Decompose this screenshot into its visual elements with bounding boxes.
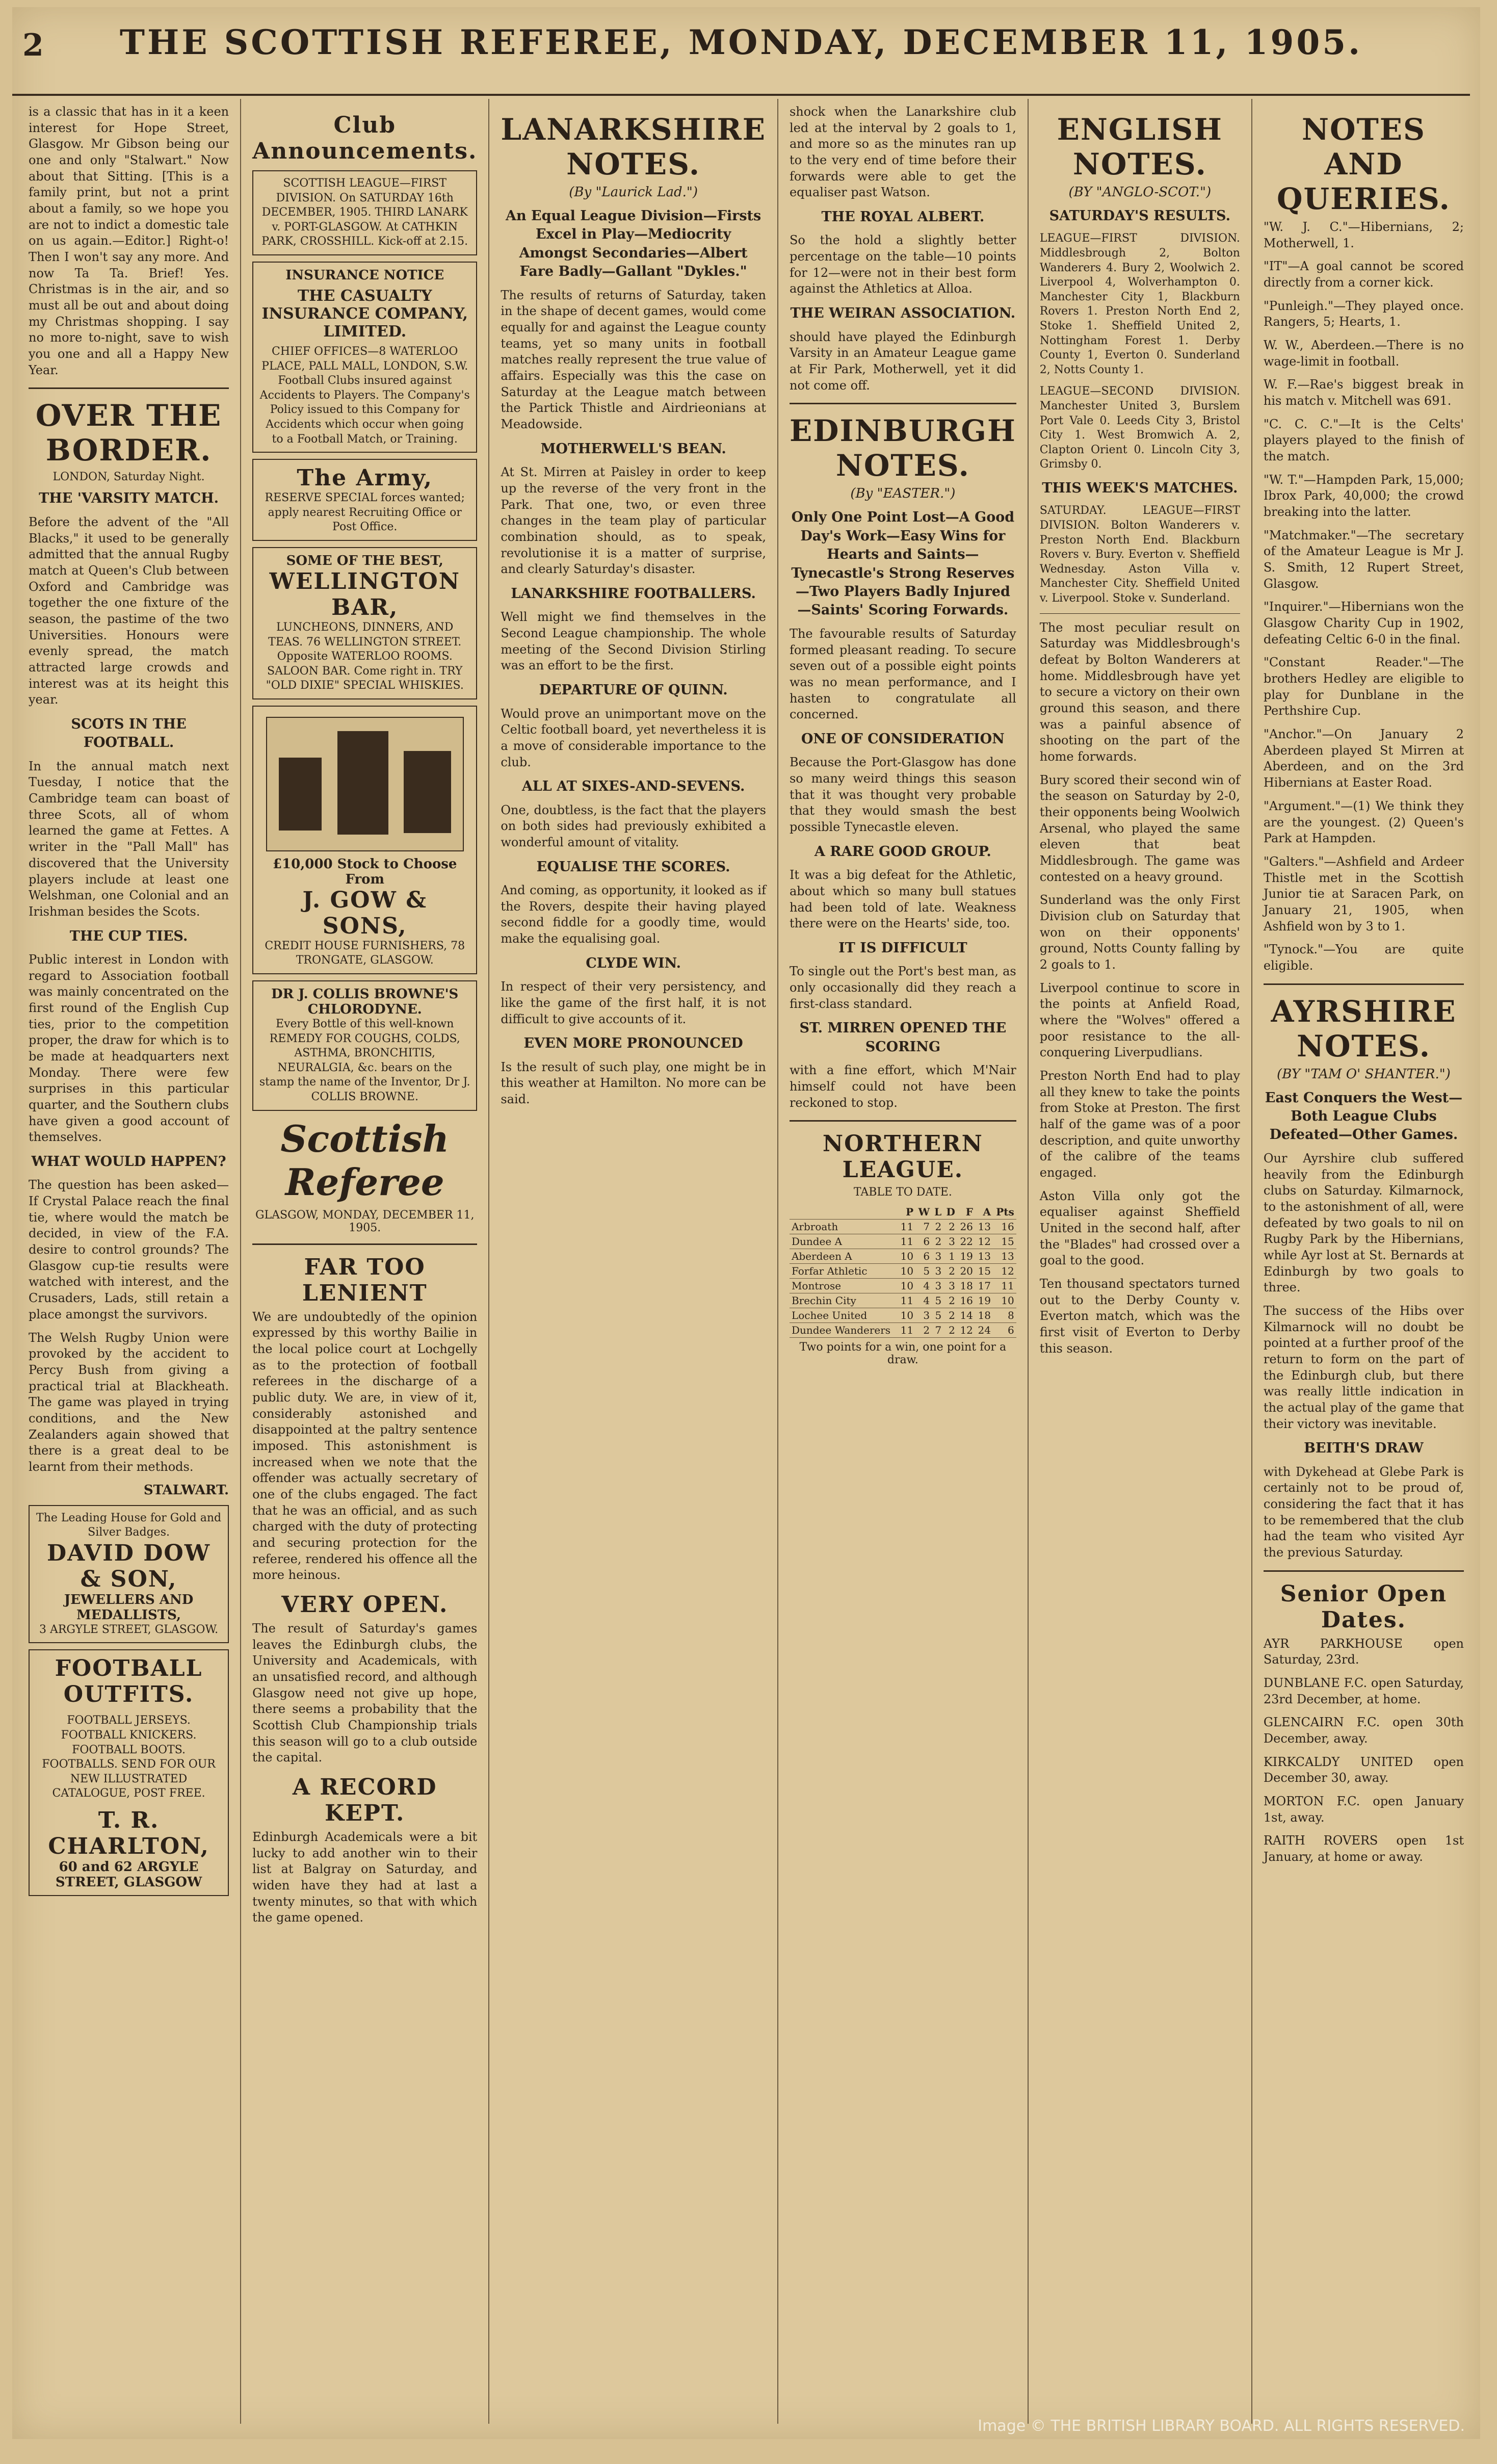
league-table (790, 1205, 1016, 1338)
ayrshire-heading: AYRSHIRE NOTES. (1271, 994, 1457, 1064)
table-header: F (957, 1205, 975, 1220)
ad-firm-name: DAVID DOW & SON, (46, 1540, 211, 1592)
intro-text: is a classic that has in it a keen interest for Hope Street, Glasgow. Mr Gibson being our one and only "Stalwart." Now about that Sitting. [This is a family print, but not a print about a family, so we hope you are not to indict a domestic tale on us again.—Editor.] Right-o! Then I won't say any more. And now Ta Ta. Brief! Yes. Christmas is in the air, and so must all be out and about doing my Christmas shopping. I say no more to-night, save to wish you one and all a Happy New Year. (29, 105, 229, 377)
column-3: LANARKSHIRE NOTES. (By "Laurick Lad.") An Equal League Division—Firsts Excel in Play—Mediocrity Amongst Secondaries—Albert Fare Badly—Gallant "Dykles." The results of returns of Saturday, taken in the shape of decent games, would come equally for and against the League county teams, yet so many units in football matches really represent the true value of affairs. Especially was this the case on Saturday at the League match between the Partick Thistle and Airdrieonians at Meadowside. MOTHERWELL'S BEAN. At St. Mirren at Paisley in order to keep up the reverse of the very front in the Park. That one, two, or even three changes in the team play of particular combination should, as to speak, revolutionise it is a matter of surprise, and clearly Saturday's disaster. LANARKSHIRE FOOTBALLERS. Well might we find themselves in the Second League championship. The whole meeting of the Second Division Stirling was an effort to be the first. DEPARTURE OF QUINN. Would prove an unimportant move on the Celtic football board, yet nevertheless it is a move of considerable importance to the club. ALL AT SIXES-AND-SEVENS. One, doubtless, is the fact that the players on both sides had previously exhibited a wonderful amount of vitality. EQUALISE THE SCORES. And coming, as opportunity, it looked as if the Rovers, despite their having played second fiddle for a goodly time, would make the equalising goal. CLYDE WIN. In respect of their very persistency, and like the game of the first half, it is not difficult to give accounts of it. EVEN MORE PRONOUNCED Is the result of such play, one might be in this weather at Hamilton. No more can be said. (489, 99, 778, 2424)
table-row: Arbroath 11 7 2 2 26 13 16 (790, 1220, 1016, 1234)
record-kept-text: Edinburgh Academicals were a bit lucky to add another win to their list at Balgray on Saturday, and widen have they had at last a twenty minutes, so that with which the game opened. (252, 1830, 478, 1925)
lanarkshire-heading: LANARKSHIRE NOTES. (501, 112, 766, 181)
signature: STALWART. (143, 1482, 229, 1498)
query-item: "Tynock."—You are quite eligible. (1263, 942, 1464, 973)
notes-queries-heading: NOTES AND QUERIES. (1277, 112, 1451, 216)
table-header: L (932, 1205, 943, 1220)
query-item: "W. J. C."—Hibernians, 2; Motherwell, 1. (1263, 220, 1464, 250)
open-date-item: AYR PARKHOUSE open Saturday, 23rd. (1263, 1636, 1464, 1667)
query-item: W. F.—Rae's biggest break in his match v. Mitchell was 691. (1263, 377, 1464, 408)
northern-league-heading: NORTHERN LEAGUE. (822, 1131, 983, 1183)
editorial-text: We are undoubtedly of the opinion expressed by this worthy Bailie in the local police court at Lochgelly as to the protection of football referees in the discharge of a public duty. We are, in view of it, considerably astonished and disappointed at the paltry sentence imposed. This astonishment is increased when we note that the offender was actually secretary of one of the clubs engaged. The fact that he was an official, and as such charged with the duty of protecting and securing protection for the referee, rendered his offence all the more heinous. (252, 1309, 478, 1583)
ad-wellington-bar: SOME OF THE BEST, WELLINGTON BAR, LUNCHEONS, DINNERS, AND TEAS. 76 WELLINGTON STREET. Opposite WATERLOO ROOMS. SALOON BAR. Come right in. TRY "OLD DIXIE" SPECIAL WHISKIES. (252, 547, 477, 699)
column-4: shock when the Lanarkshire club led at the interval by 2 goals to 1, and more so as the minutes ran up to the very end of time before their forwards were able to get the equaliser past Watson. THE ROYAL ALBERT. So the hold a slightly better percentage on the table—10 points for 12—were not in their best form against the Athletics at Alloa. THE WEIRAN ASSOCIATION. should have played the Edinburgh Varsity in an Amateur League game at Fir Park, Motherwell, yet it did not come off. EDINBURGH NOTES. (By "EASTER.") Only One Point Lost—A Good Day's Work—Easy Wins for Hearts and Saints—Tynecastle's Strong Reserves—Two Players Badly Injured—Saints' Scoring Forwards. The favourable results of Saturday formed pleasant reading. To secure seven out of a possible eight points was no mean performance, and I hasten to congratulate all concerned. ONE OF CONSIDERATION Because the Port-Glasgow has done so many weird things this season that it was thought very probable that they would smash the best possible Tynecastle eleven. A RARE GOOD GROUP. It was a big defeat for the Athletic, about which so many bull statues had been told of late. Weakness there were on the Hearts' side, too. IT IS DIFFICULT To single out the Port's best man, as only occasionally did they reach a first-class standard. ST. MIRREN OPENED THE SCORING with a fine effort, which M'Nair himself could not have been reckoned to stop. NORTHERN LEAGUE. TABLE TO DATE. P W L D F A Pts Arbroath 11 7 2 2 26 13 16 Dundee A 11 6 2 3 22 12 15 Aberdeen A 10 6 3 1 19 13 13 Forfar Athletic 10 5 3 2 20 15 12 Montrose 10 4 3 3 18 17 11 Brechin City 11 4 5 2 16 19 10 Lochee United 10 3 5 2 14 18 8 Dundee Wanderers 11 2 7 2 12 24 6 Two points for a win, one point for a draw. (778, 99, 1029, 2424)
very-open-heading: VERY OPEN. (281, 1592, 449, 1618)
query-item: W. W., Aberdeen.—There is no wage-limit in football. (1263, 338, 1464, 369)
table-row: Dundee Wanderers 11 2 7 2 12 24 6 (790, 1323, 1016, 1338)
table-row: Montrose 10 4 3 3 18 17 11 (790, 1279, 1016, 1293)
ad-club-match: SCOTTISH LEAGUE—FIRST DIVISION. On SATURDAY 16th DECEMBER, 1905. THIRD LANARK v. PORT-GLASGOW. At CATHKIN PARK, CROSSHILL. Kick-off at 2.15. (252, 170, 477, 255)
masthead (12, 7, 1470, 96)
byline: (By "Laurick Lad.") (569, 185, 698, 200)
table-header: D (943, 1205, 957, 1220)
over-the-border-heading: OVER THE BORDER. (35, 398, 222, 468)
open-date-item: KIRKCALDY UNITED open December 30, away. (1263, 1754, 1464, 1785)
query-item: "Constant Reader."—The brothers Hedley are eligible to play for Dunblane in the Perthshire Cup. (1263, 655, 1464, 718)
query-item: "W. T."—Hampden Park, 15,000; Ibrox Park, 40,000; the crowd breaking into the latter. (1263, 472, 1464, 520)
cup-ties-text: Public interest in London with regard to Association football was mainly concentrated on the first round of the English Cup ties, prior to the competition proper, the draw for which is to be made at headquarters next Monday. There were few surprises in this particular quarter, and the Southern clubs have given a good account of themselves. (29, 952, 229, 1145)
welsh-rugby-text: The Welsh Rugby Union were provoked by the accident to Percy Bush from giving a practical trial at Blackheath. The game was played in trying conditions, and the New Zealanders again showed that there is a great deal to be learnt from their methods. (29, 1330, 229, 1474)
column-6: NOTES AND QUERIES. "W. J. C."—Hibernians, 2; Motherwell, 1. "IT"—A goal cannot be scored directly from a corner kick. "Punleigh."—They played once. Rangers, 5; Hearts, 1. W. W., Aberdeen.—There is no wage-limit in football. W. F.—Rae's biggest break in his match v. Mitchell was 691. "C. C. C."—It is the Celts' players played to the finish of the match. "W. T."—Hampden Park, 15,000; Ibrox Park, 40,000; the crowd breaking into the latter. "Matchmaker."—The secretary of the Amateur League is Mr J. S. Smith, 12 Rupert Street, Glasgow. "Inquirer."—Hibernians won the Glasgow Charity Cup in 1902, defeating Celtic 6-0 in the final. "Constant Reader."—The brothers Hedley are eligible to play for Dunblane in the Perthshire Cup. "Anchor."—On January 2 Aberdeen played St Mirren at Aberdeen, and on the 3rd Hibernians at Easter Road. "Argument."—(1) We think they are the youngest. (2) Queen's Park at Hampden. "Galters."—Ashfield and Ardeer Thistle met in the Scottish Junior tie at Saracen Park, on January 21, 1905, when Ashfield won by 3 to 1. "Tynock."—You are quite eligible. AYRSHIRE NOTES. (BY "TAM O' SHANTER.") East Conquers the West—Both League Clubs Defeated—Other Games. Our Ayrshire club suffered heavily from the Edinburgh clubs on Saturday. Kilmarnock, to the astonishment of all, were defeated by two goals to nil on Rugby Park by the Hibernians, while Ayr lost at St. Bernards at Edinburgh by two goals to three. The success of the Hibs over Kilmarnock will no doubt be pointed at a further proof of the return to form on the part of the Edinburgh club, but there was really little indication in the actual play of the game that their victory was inevitable. BEITH'S DRAW with Dykehead at Glebe Park is certainly not to be proud of, considering the fact that it has to be remembered that the club had the team who visited Ayr the previous Saturday. Senior Open Dates. AYR PARKHOUSE open Saturday, 23rd. DUNBLANE F.C. open Saturday, 23rd December, at home. GLENCAIRN F.C. open 30th December, away. KIRKCALDY UNITED open December 30, away. MORTON F.C. open January 1st, away. RAITH ROVERS open 1st January, at home or away. (1252, 99, 1475, 2424)
newspaper-page (12, 7, 1480, 2439)
newspaper-title: THE SCOTTISH REFEREE, MONDAY, DECEMBER 11, 1905. (119, 22, 1363, 62)
scots-text: In the annual match next Tuesday, I notice that the Cambridge team can boast of three Scots, all of whom learned the game at Fettes. A writer in the "Pall Mall" has discovered that the University players include at least one Welshman, one Colonial and an Irishman besides the Scots. (29, 759, 229, 919)
query-item: "IT"—A goal cannot be scored directly from a corner kick. (1263, 259, 1464, 290)
columns (17, 99, 1475, 2424)
record-kept-heading: A RECORD KEPT. (292, 1774, 437, 1827)
very-open-text: The result of Saturday's games leaves the Edinburgh clubs, the University and Academicals, with an unsatisfied record, and although Glasgow need not give up hope, there seems a probability that the Scottish Club Championship trials this season will go to a club outside the capital. (252, 1621, 478, 1765)
furniture-illustration (266, 717, 464, 851)
varsity-text: Before the advent of the "All Blacks," it used to be generally admitted that the annual Rugby match at Queen's Club between Oxford and Cambridge was together the one fixture of the season, the pastime of the two Universities. Honours were evenly spread, the match attracted large crowds and interest was at its height this year. (29, 514, 229, 707)
open-date-item: GLENCAIRN F.C. open 30th December, away. (1263, 1715, 1464, 1746)
query-item: "Punleigh."—They played once. Rangers, 5; Hearts, 1. (1263, 298, 1464, 329)
ad-insurance: INSURANCE NOTICE THE CASUALTY INSURANCE COMPANY, LIMITED. CHIEF OFFICES—8 WATERLOO PLACE, PALL MALL, LONDON, S.W. Football Clubs insured against Accidents to Players. The Company's Policy issued to this Company for Accidents which occur when going to a Football Match, or Training. (252, 262, 477, 453)
ad-chlorodyne: DR J. COLLIS BROWNE'S CHLORODYNE. Every Bottle of this well-known REMEDY FOR COUGHS, COLDS, ASTHMA, BRONCHITIS, NEURALGIA, &c. bears on the stamp the name of the Inventor, Dr J. COLLIS BROWNE. (252, 980, 477, 1111)
subhead-cup-ties: THE CUP TIES. (69, 928, 188, 944)
ad-army: The Army, RESERVE SPECIAL forces wanted; apply nearest Recruiting Office or Post Office. (252, 459, 477, 541)
ad-football-outfits: FOOTBALL OUTFITS. FOOTBALL JERSEYS. FOOTBALL KNICKERS. FOOTBALL BOOTS. FOOTBALLS. SEND FOR OUR NEW ILLUSTRATED CATALOGUE, POST FREE. T. R. CHARLTON, 60 and 62 ARGYLE STREET, GLASGOW (29, 1649, 229, 1896)
table-header: P (898, 1205, 915, 1220)
query-item: "Inquirer."—Hibernians won the Glasgow Charity Cup in 1902, defeating Celtic 6-0 in the final. (1263, 600, 1464, 646)
ad-title: FOOTBALL OUTFITS. (55, 1655, 203, 1708)
column-2 (241, 99, 489, 2424)
table-row: Dundee A 11 6 2 3 22 12 15 (790, 1234, 1016, 1249)
query-item: "Matchmaker."—The secretary of the Amateur League is Mr J. S. Smith, 12 Rupert Street, Glasgow. (1263, 528, 1464, 591)
dateline: LONDON, Saturday Night. (52, 471, 205, 484)
subhead-what-would-happen: WHAT WOULD HAPPEN? (31, 1154, 226, 1170)
edinburgh-heading: EDINBURGH NOTES. (789, 413, 1016, 483)
far-too-lenient-heading: FAR TOO LENIENT (302, 1254, 428, 1306)
query-item: "C. C. C."—It is the Celts' players played to the finish of the match. (1263, 417, 1464, 464)
table-header: A (975, 1205, 993, 1220)
column-1 (17, 99, 241, 2424)
query-item: "Anchor."—On January 2 Aberdeen played St Mirren at Aberdeen, and on the 3rd Hibernians at Easter Road. (1263, 727, 1464, 790)
queries-list (1264, 219, 1464, 974)
subhead-varsity: THE 'VARSITY MATCH. (39, 490, 219, 507)
query-item: "Argument."—(1) We think they are the youngest. (2) Queen's Park at Hampden. (1263, 798, 1464, 846)
paper-dateline: GLASGOW, MONDAY, DECEMBER 11, 1905. (255, 1208, 475, 1234)
table-header (790, 1205, 898, 1220)
table-header: Pts (993, 1205, 1016, 1220)
table-row: Aberdeen A 10 6 3 1 19 13 13 (790, 1249, 1016, 1264)
ad-firm-name: T. R. CHARLTON, (48, 1807, 209, 1859)
open-date-item: MORTON F.C. open January 1st, away. (1263, 1794, 1464, 1825)
ad-david-dow: The Leading House for Gold and Silver Badges. DAVID DOW & SON, JEWELLERS AND MEDALLISTS, 3 ARGYLE STREET, GLASGOW. (29, 1505, 229, 1644)
table-row: Forfar Athletic 10 5 3 2 20 15 12 (790, 1264, 1016, 1279)
table-row: Brechin City 11 4 5 2 16 19 10 (790, 1293, 1016, 1308)
open-date-item: RAITH ROVERS open 1st January, at home or away. (1263, 1833, 1464, 1864)
senior-open-dates-heading: Senior Open Dates. (1280, 1580, 1448, 1633)
subhead-scots: SCOTS IN THE FOOTBALL. (71, 716, 187, 751)
page-number: 2 (22, 28, 44, 63)
scottish-referee-logo: Scottish Referee (280, 1117, 450, 1204)
column-5: ENGLISH NOTES. (BY "ANGLO-SCOT.") SATURDAY'S RESULTS. LEAGUE—FIRST DIVISION. Middlesbrough 2, Bolton Wanderers 4. Bury 2, Woolwich 2. Liverpool 4, Wolverhampton 0. Manchester City 1, Blackburn Rovers 1. Preston North End 2, Stoke 1. Sheffield United 2, Nottingham Forest 1. Derby County 1, Everton 0. Sunderland 2, Notts County 1. LEAGUE—SECOND DIVISION. Manchester United 3, Burslem Port Vale 0. Leeds City 3, Bristol City 1. West Bromwich A. 2, Clapton Orient 0. Lincoln City 3, Grimsby 0. THIS WEEK'S MATCHES. SATURDAY. LEAGUE—FIRST DIVISION. Bolton Wanderers v. Preston North End. Blackburn Rovers v. Bury. Everton v. Sheffield Wednesday. Aston Villa v. Manchester City. Sheffield United v. Liverpool. Stoke v. Sunderland. The most peculiar result on Saturday was Middlesbrough's defeat by Bolton Wanderers at home. Middlesbrough have yet to secure a victory on their own ground this season, and there was a painful absence of shooting on the part of the home forwards. Bury scored their second win of the season on Saturday by 2-0, their opponents being Woolwich Arsenal, who played the same eleven that beat Middlesbrough. The game was contested on a heavy ground. Sunderland was the only First Division club on Saturday that won on their opponents' ground, Notts County falling by 2 goals to 1. Liverpool continue to score in the points at Anfield Road, where the "Wolves" offered a poor resistance to the all-conquering Liverpudlians. Preston North End had to play all they knew to take the points from Stoke at Preston. The first half of the game was of a poor description, and quite unworthy of the calibre of the teams engaged. Aston Villa only got the equaliser against Sheffield United in the second half, after the "Blades" had crossed over a goal to the good. Ten thousand spectators turned out to the Derby County v. Everton match, which was the first visit of Everton to Derby this season. (1029, 99, 1252, 2424)
open-dates-list (1264, 1636, 1464, 1865)
what-would-happen-text: The question has been asked—If Crystal Palace reach the final tie, where would the match be decided, in view of the F.A. desire to control grounds? The Glasgow cup-tie results were watched with interest, and the Crusaders, Lads, still retain a place amongst the survivors. (29, 1178, 229, 1321)
english-notes-heading: ENGLISH NOTES. (1057, 112, 1223, 181)
query-item: "Galters."—Ashfield and Ardeer Thistle met in the Scottish Junior tie at Saracen Park, on January 21, 1905, when Ashfield won by 3 to 1. (1263, 854, 1464, 933)
image-credit: Image © THE BRITISH LIBRARY BOARD. ALL RIGHTS RESERVED. (978, 2417, 1465, 2435)
lanarkshire-subhead: An Equal League Division—Firsts Excel in Play—Mediocrity Amongst Secondaries—Albert Fare Badly—Gallant "Dykles." (506, 208, 761, 280)
ad-furniture: £10,000 Stock to Choose From J. GOW & SONS, CREDIT HOUSE FURNISHERS, 78 TRONGATE, GLASGOW. (252, 706, 477, 974)
club-announcements-heading: Club Announcements. (252, 112, 478, 164)
table-header: W (915, 1205, 932, 1220)
open-date-item: DUNBLANE F.C. open Saturday, 23rd December, at home. (1263, 1676, 1464, 1706)
table-row: Lochee United 10 3 5 2 14 18 8 (790, 1308, 1016, 1323)
